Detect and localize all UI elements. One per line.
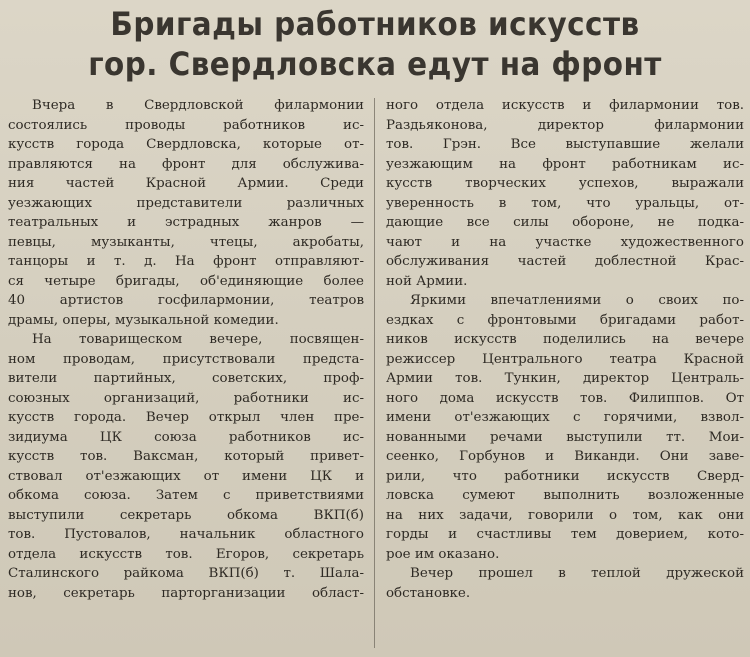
text-line: На товарищеском вечере, посвящен-: [32, 332, 364, 347]
text-line: обкома союза. Затем с приветствиями: [8, 488, 364, 503]
text-line: 40 артистов госфилармонии, театров: [8, 293, 364, 308]
text-line: рое им оказано.: [386, 546, 500, 562]
text-line: обстановке.: [386, 585, 471, 601]
text-line: ного дома искусств тов. Филиппов. От: [386, 390, 744, 406]
text-line: на них задачи, говорили о том, как они: [386, 507, 744, 523]
text-line: Вчера в Свердловской филармонии: [32, 98, 364, 113]
text-line: ников искусств поделились на вечере: [386, 332, 744, 347]
text-line: тов. Грэн. Все выступавшие желали: [386, 137, 744, 152]
text-line: вители партийных, советских, проф-: [8, 371, 364, 386]
text-line: кусств тов. Ваксман, который привет-: [8, 449, 364, 464]
text-line: уезжающим на фронт работникам ис-: [386, 156, 744, 172]
text-line: ном проводам, присутствовали предста-: [8, 351, 364, 367]
text-line: Сталинского райкома ВКП(б) т. Шала-: [8, 566, 364, 581]
text-line: кусств города Свердловска, которые от-: [8, 137, 364, 152]
text-line: чают и на участке художественного: [386, 234, 744, 250]
text-line: драмы, оперы, музыкальной комедии.: [8, 312, 279, 328]
text-line: отдела искусств тов. Егоров, секретарь: [8, 546, 364, 562]
text-line: ловска сумеют выполнить возложенные: [386, 488, 744, 503]
text-line: ния частей Красной Армии. Среди: [8, 176, 364, 191]
text-line: дающие все силы обороне, не подка-: [386, 215, 744, 230]
text-line: Армии тов. Тункин, директор Централь-: [386, 371, 744, 386]
text-line: певцы, музыканты, чтецы, акробаты,: [8, 234, 364, 250]
text-line: нов, секретарь парторганизации област-: [8, 585, 364, 601]
text-line: сеенко, Горбунов и Виканди. Они заве-: [386, 449, 744, 464]
text-line: ездках с фронтовыми бригадами работ-: [386, 312, 744, 328]
text-line: тов. Пустовалов, начальник областного: [8, 527, 364, 542]
text-line: танцоры и т. д. На фронт отправляют-: [8, 254, 364, 269]
article-column-right: [386, 96, 744, 603]
text-line: театральных и эстрадных жанров —: [8, 215, 364, 230]
text-line: горды и счастливы тем доверием, кото-: [386, 527, 744, 542]
article-headline: [30, 4, 720, 84]
text-line: кусств города. Вечер открыл член пре-: [8, 410, 364, 425]
text-line: Раздьяконова, директор филармонии: [386, 117, 744, 133]
text-line: правляются на фронт для обслужива-: [8, 156, 364, 172]
article-column-left: [8, 96, 364, 603]
text-line: обслуживания частей доблестной Крас-: [386, 254, 744, 269]
text-line: ся четыре бригады, об'единяющие более: [8, 273, 364, 289]
text-line: уезжающих представители различных: [8, 195, 364, 211]
headline-line-1: Бригады работников искусств: [110, 5, 640, 43]
text-line: Яркими впечатлениями о своих по-: [410, 293, 744, 308]
text-line: имени от'езжающих с горячими, взвол-: [386, 410, 744, 425]
text-line: ного отдела искусств и филармонии тов.: [386, 98, 744, 113]
text-line: зидиума ЦК союза работников ис-: [8, 429, 364, 445]
text-line: ной Армии.: [386, 273, 468, 289]
text-line: режиссер Центрального театра Красной: [386, 351, 744, 367]
text-line: выступили секретарь обкома ВКП(б): [8, 507, 364, 523]
text-line: нованными речами выступили тт. Мои-: [386, 429, 744, 445]
text-line: союзных организаций, работники ис-: [8, 390, 364, 406]
text-line: ствовал от'езжающих от имени ЦК и: [8, 468, 364, 484]
text-line: Вечер прошел в теплой дружеской: [410, 566, 744, 581]
text-line: состоялись проводы работников ис-: [8, 117, 364, 133]
text-line: уверенность в том, что уральцы, от-: [386, 195, 744, 211]
text-line: рили, что работники искусств Сверд-: [386, 468, 744, 484]
text-line: кусств творческих успехов, выражали: [386, 176, 744, 191]
column-divider: [374, 98, 375, 648]
headline-line-2: гор. Свердловска едут на фронт: [88, 45, 662, 83]
